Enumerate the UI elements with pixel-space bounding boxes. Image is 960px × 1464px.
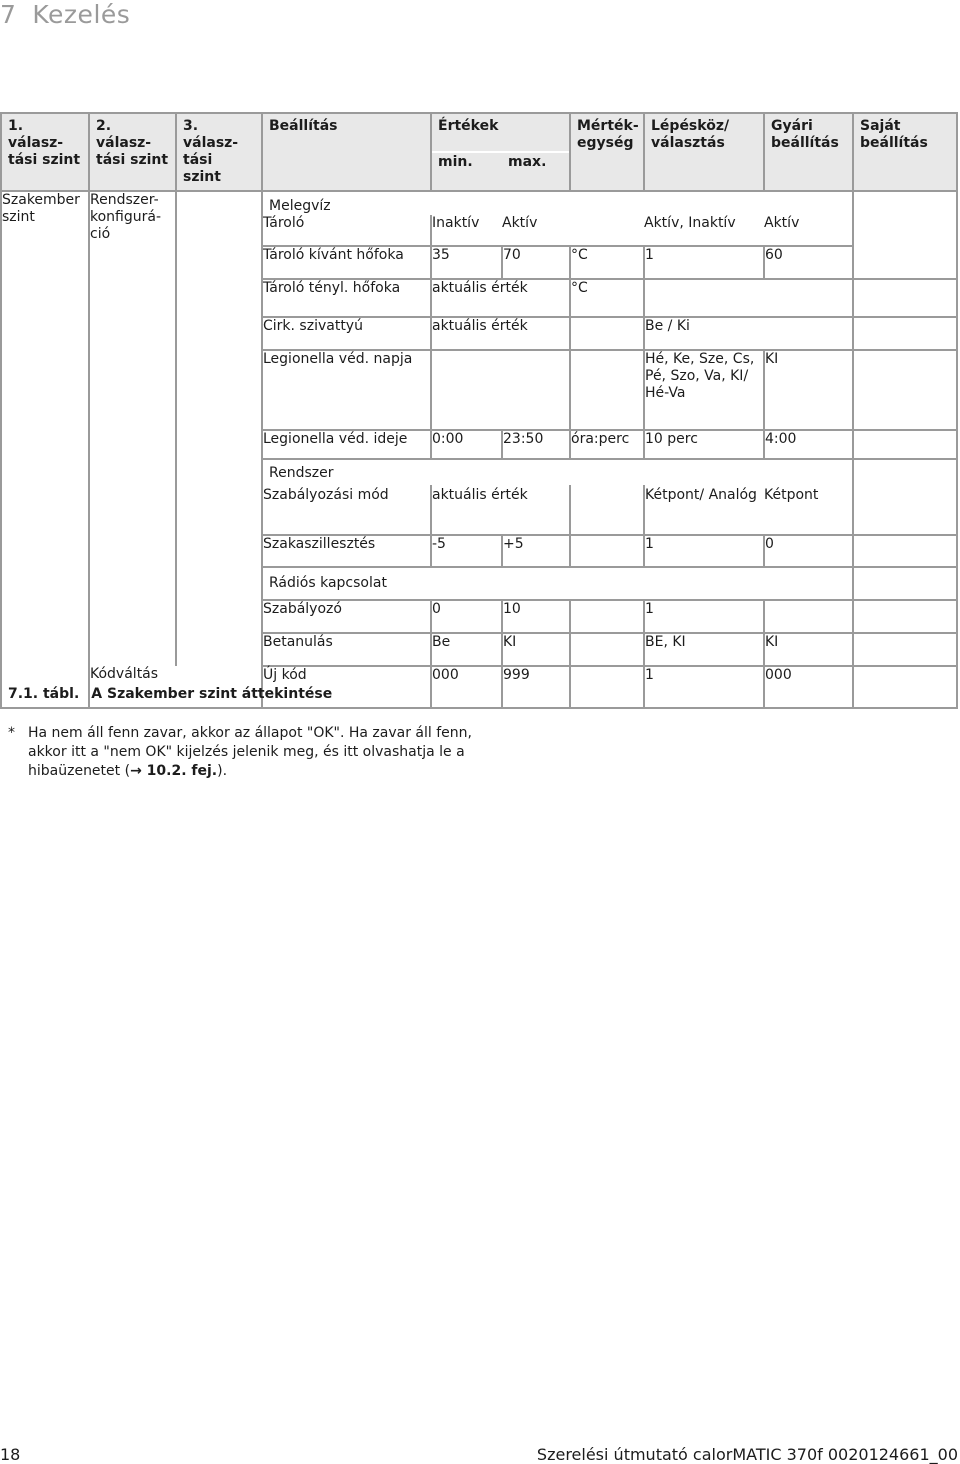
min-cell: aktuális érték	[431, 317, 570, 350]
factory-cell	[764, 279, 853, 317]
factory-cell: KI	[764, 350, 853, 430]
factory-cell: 000	[764, 666, 853, 708]
step-cell: 1	[644, 535, 764, 567]
unit-cell	[570, 666, 644, 708]
step-cell: 1	[644, 246, 764, 279]
factory-cell: 60	[764, 246, 853, 279]
factory-cell: 4:00	[764, 430, 853, 459]
unit-cell	[570, 535, 644, 567]
setting-cell: Betanulás	[262, 633, 431, 666]
setting-cell: Új kód	[262, 666, 431, 708]
header-own: Saját beállítás	[853, 113, 957, 191]
step-cell: Hé, Ke, Sze, Cs, Pé, Szo, Va, KI/ Hé-Va	[644, 350, 764, 430]
min-cell	[431, 350, 570, 430]
max-cell: +5	[502, 535, 570, 567]
min-cell: Inaktív	[431, 215, 502, 246]
table-caption	[8, 686, 332, 702]
min-cell: aktuális érték	[431, 485, 570, 535]
document-title: Szerelési útmutató calorMATIC 370f 0020124661_00	[536, 1445, 958, 1464]
min-cell: -5	[431, 535, 502, 567]
min-cell: 000	[431, 666, 502, 708]
unit-cell	[570, 485, 644, 535]
step-cell	[644, 279, 764, 317]
footnote-end: ).	[217, 763, 228, 779]
caption-number: 7.1. tábl.	[8, 686, 80, 702]
setting-cell: Tároló	[262, 215, 431, 246]
header-min: min.	[431, 152, 502, 191]
setting-cell: Szakaszillesztés	[262, 535, 431, 567]
min-cell: Be	[431, 633, 502, 666]
header-setting: Beállítás	[262, 113, 431, 191]
page-number: 18	[0, 1445, 21, 1464]
step-cell: 1	[644, 666, 764, 708]
setting-cell: Tároló tényl. hőfoka	[262, 279, 431, 317]
max-cell: 10	[502, 600, 570, 633]
step-cell: 10 perc	[644, 430, 764, 459]
min-cell: 0:00	[431, 430, 502, 459]
header-level2: 2. válasz- tási szint	[89, 113, 176, 191]
max-cell: 23:50	[502, 430, 570, 459]
footnote-marker: *	[8, 725, 15, 741]
header-row	[1, 113, 957, 152]
level2-value: Rendszer- konfigurá- ció	[89, 191, 176, 666]
header-level3: 3. válasz- tási szint	[176, 113, 262, 191]
caption-title: A Szakember szint áttekintése	[91, 686, 333, 702]
step-cell: 1	[644, 600, 764, 633]
header-level1: 1. válasz- tási szint	[1, 113, 89, 191]
max-cell: KI	[502, 633, 570, 666]
group-label: Rádiós kapcsolat	[262, 567, 853, 600]
page-header	[0, 0, 130, 29]
group-row	[1, 191, 957, 215]
setting-cell: Legionella véd. ideje	[262, 430, 431, 459]
setting-cell: Legionella véd. napja	[262, 350, 431, 430]
unit-cell	[570, 633, 644, 666]
factory-cell: KI	[764, 633, 853, 666]
unit-cell	[570, 317, 644, 350]
unit-cell: °C	[570, 279, 644, 317]
step-cell: Aktív, Inaktív	[644, 215, 764, 246]
chapter-title: Kezelés	[32, 0, 131, 29]
footnote	[8, 724, 478, 781]
max-cell: 70	[502, 246, 570, 279]
factory-cell	[764, 317, 853, 350]
unit-cell	[570, 350, 644, 430]
factory-cell	[764, 600, 853, 633]
setting-cell: Tároló kívánt hőfoka	[262, 246, 431, 279]
header-unit: Mérték- egység	[570, 113, 644, 191]
max-cell: Aktív	[502, 215, 570, 246]
max-cell: 999	[502, 666, 570, 708]
cross-reference-link[interactable]: → 10.2. fej.	[130, 763, 218, 779]
step-cell: BE, KI	[644, 633, 764, 666]
level1-value: Szakember szint	[1, 191, 89, 708]
unit-cell	[570, 600, 644, 633]
min-cell: 0	[431, 600, 502, 633]
unit-cell: °C	[570, 246, 644, 279]
step-cell: Be / Ki	[644, 317, 764, 350]
header-max: max.	[502, 152, 570, 191]
setting-cell: Szabályozó	[262, 600, 431, 633]
factory-cell: 0	[764, 535, 853, 567]
setting-cell: Cirk. szivattyú	[262, 317, 431, 350]
min-cell: 35	[431, 246, 502, 279]
group-label: Rendszer	[262, 459, 853, 485]
footnote-text: Ha nem áll fenn zavar, akkor az állapot "OK". Ha zavar áll fenn, akkor itt a "nem OK" kijelzés jelenik meg, és itt olvashatja le a hibaüzenetet (	[28, 725, 472, 779]
factory-cell: Aktív	[764, 215, 853, 246]
unit-cell: óra:perc	[570, 430, 644, 459]
factory-cell: Kétpont	[764, 485, 853, 535]
setting-cell: Szabályozási mód	[262, 485, 431, 535]
min-cell: aktuális érték	[431, 279, 570, 317]
chapter-number: 7	[0, 0, 17, 29]
unit-cell	[570, 215, 644, 246]
settings-table	[0, 112, 958, 709]
header-factory: Gyári beállítás	[764, 113, 853, 191]
header-values: Értékek	[431, 113, 570, 152]
code-change-label: Kódváltás	[89, 666, 262, 708]
header-step: Lépésköz/ választás	[644, 113, 764, 191]
group-label: Melegvíz	[262, 191, 853, 215]
step-cell: Kétpont/ Analóg	[644, 485, 764, 535]
